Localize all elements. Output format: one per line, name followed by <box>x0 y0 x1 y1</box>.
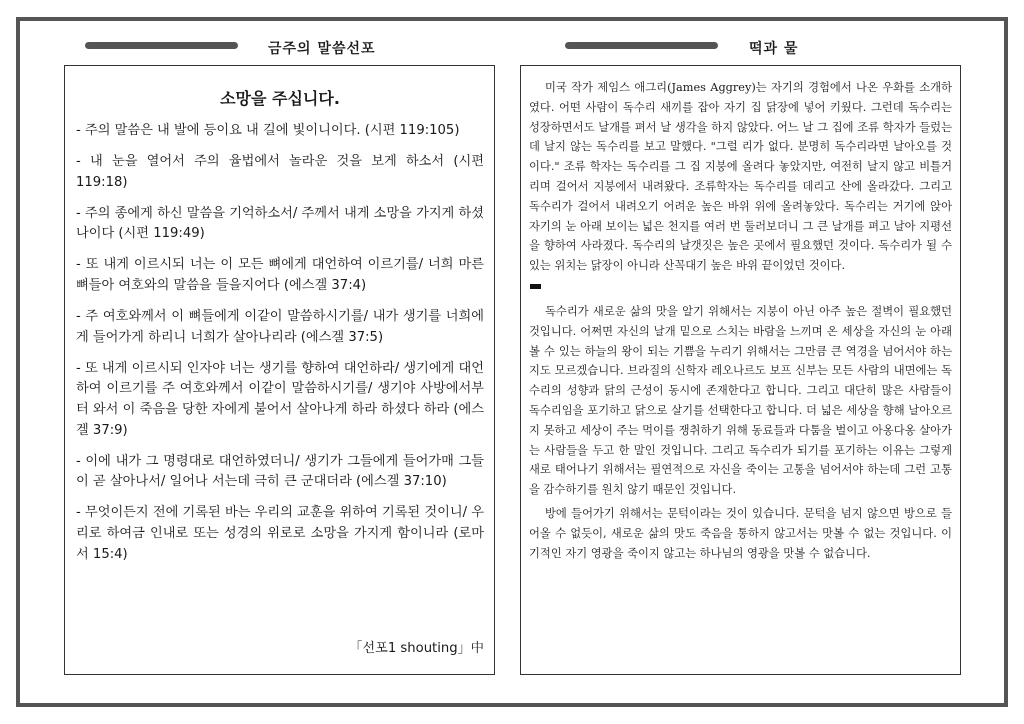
right-header-title: 떡과 물 <box>749 41 799 57</box>
paragraph-divider-mark <box>530 284 541 289</box>
verse-item: - 주 여호와께서 이 뼈들에게 이같이 말씀하시기를/ 내가 생기를 너희에게 들어가게 하리니 너희가 살아나리라 (에스겔 37:5) <box>76 309 484 345</box>
right-header-bar <box>565 42 718 49</box>
verse-item: - 주의 말씀은 내 발에 등이요 내 길에 빛이니이다. (시편 119:105) <box>76 123 460 138</box>
verse-item: - 내 눈을 열어서 주의 율법에서 놀라운 것을 보게 하소서 (시편 119:18) <box>76 154 484 190</box>
verse-item: - 주의 종에게 하신 말씀을 기억하소서/ 주께서 내게 소망을 가지게 하셨나이다 (시편 119:49) <box>76 205 484 242</box>
essay-paragraph: 방에 들어가기 위해서는 문턱이라는 것이 있습니다. 문턱을 넘지 않으면 방으로 들어올 수 없듯이, 새로운 삶의 맛도 죽음을 통하지 않고서는 맛볼 수 없는 것입니다. 이기적인 자기 영광을 죽이지 않고는 하나님의 영광을 맛볼 수 없습니다. <box>529 506 952 560</box>
left-header-bar <box>85 42 238 49</box>
essay-paragraph: 독수리가 새로운 삶의 맛을 알기 위해서는 지붕이 아닌 아주 높은 절벽이 필요했던 것입니다. 어쩌면 자신의 날개 밑으로 스치는 바람을 느끼며 온 세상을 자신의 눈 아래 볼 수 있는 하늘의 왕이 되는 기쁨을 누리기 위해서는 그만큼 큰 역경을 넘어서야 하는지도 모르겠습니다. 브라질의 신학자 레오나르도 보프 신부는 모든 사람의 내면에는 독수리의 성향과 닭의 근성이 동시에 존재한다고 합니다. 그리고 대단히 많은 사람들이 독수리임을 포기하고 닭으로 살기를 선택한다고 합니다. 더 넓은 세상을 향해 날아오르지 못하고 세상이 주는 먹이를 쟁취하기 위해 동료들과 다툼을 벌이고 아옹다옹 살아가는 사람들을 두고 한 말인 것입니다. 그리고 독수리가 되기를 포기하는 이유는 그렇게 새로 태어나기 위해서는 필연적으로 자신을 죽이는 고통을 넘어서야 하는데 그런 고통을 감수하기를 원치 않기 때문인 것입니다. <box>529 304 952 497</box>
left-header-title: 금주의 말씀선포 <box>268 41 376 57</box>
sermon-source: 「선포1 shouting」中 <box>349 641 484 656</box>
verse-item: - 또 내게 이르시되 인자야 너는 생기를 향하여 대언하라/ 생기에게 대언하여 이르기를 주 여호와께서 이같이 말씀하시기를/ 생기야 사방에서부터 와서 이 죽음을 당한 자에게 불어서 살아나게 하라 하셨다 하라 (에스겔 37:9) <box>76 360 484 438</box>
verse-item: - 이에 내가 그 명령대로 대언하였더니/ 생기가 그들에게 들어가매 그들이 곧 살아나서/ 일어나 서는데 극히 큰 군대더라 (에스겔 37:10) <box>76 453 484 490</box>
verse-item: - 또 내게 이르시되 너는 이 모든 뼈에게 대언하여 이르기를/ 너희 마른 뼈들아 여호와의 말씀을 들을지어다 (에스겔 37:4) <box>76 257 484 294</box>
essay-box <box>520 65 961 675</box>
verse-item: - 무엇이든지 전에 기록된 바는 우리의 교훈을 위하여 기록된 것이니/ 우리로 하여금 인내로 또는 성경의 위로로 소망을 가지게 함이니라 (로마서 15:4) <box>76 505 484 562</box>
sermon-verses-box <box>64 65 495 675</box>
sermon-title: 소망을 주십니다. <box>220 89 340 108</box>
essay-paragraph: 미국 작가 제임스 애그리(James Aggrey)는 자기의 경험에서 나온 우화를 소개하였다. 어떤 사람이 독수리 새끼를 잡아 자기 집 닭장에 넣어 키웠다. 그런데 독수리는 성장하면서도 날개를 펴서 날 생각을 하지 않았다. 어느 날 그 집에 조류 학자가 들렀는데 날지 않는 독수리를 보고 말했다. "그럴 리가 없다. 분명히 독수리라면 날아오를 것이다." 조류 학자는 독수리를 그 집 지붕에 올려다 놓았지만, 여전히 날지 않고 비틀거리며 걸어서 지붕에서 내려왔다. 조류학자는 독수리를 데리고 산에 올라갔다. 그리고 독수리가 걸어서 내려오기 어려운 높은 바위 위에 올려놓았다. 독수리는 거기에 앉아 자기의 눈 아래 보이는 넓은 천지를 여러 번 둘러보더니 그 큰 날개를 펴고 날아 지평선을 향하여 사라졌다. 독수리의 날갯짓은 높은 곳에서 필요했던 것이다. 독수리가 될 수 있는 위치는 닭장이 아니라 산꼭대기 높은 바위 끝이었던 것이다. <box>529 81 952 273</box>
